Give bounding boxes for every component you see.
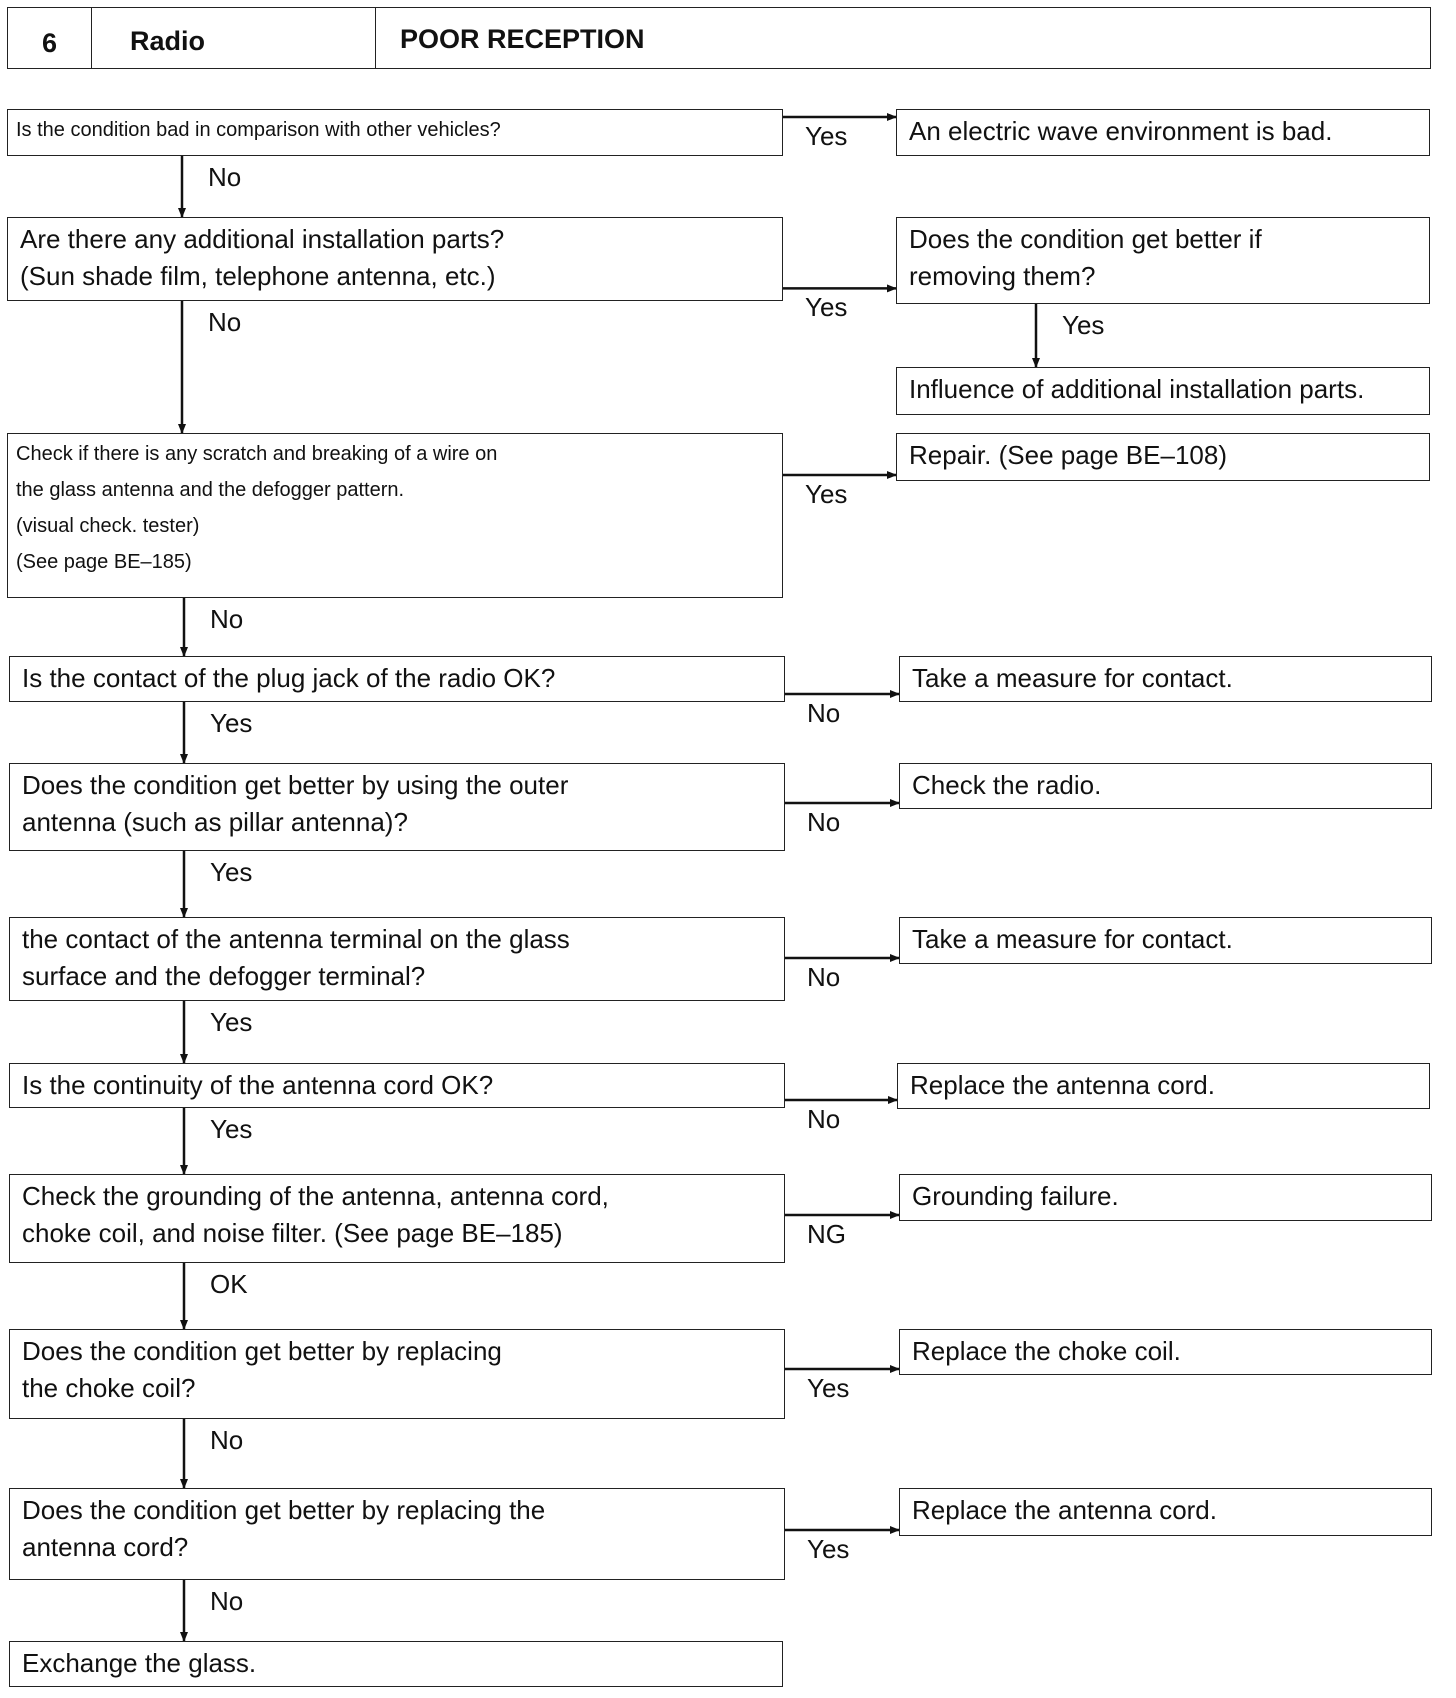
edge-label: No <box>807 807 841 837</box>
result-node <box>899 917 1432 964</box>
result-node <box>896 433 1430 481</box>
edge-label: Yes <box>807 1534 850 1564</box>
node-text-line: the contact of the antenna terminal on the glass <box>22 924 570 954</box>
node-text-line: Check the radio. <box>912 770 1102 800</box>
edge-label: Yes <box>805 121 848 151</box>
edge-label: Yes <box>210 1114 253 1144</box>
node-text-line: Is the condition bad in comparison with other vehicles? <box>16 119 501 141</box>
node-text-line: Replace the antenna cord. <box>910 1070 1215 1100</box>
section-number: 6 <box>8 8 92 68</box>
node-text-line: Does the condition get better if <box>909 224 1262 254</box>
edge-label: No <box>210 1586 244 1616</box>
step-node <box>896 217 1430 304</box>
edge-label: No <box>210 604 244 634</box>
step-node <box>9 1329 785 1419</box>
result-node <box>899 1329 1432 1375</box>
node-text-line: An electric wave environment is bad. <box>909 116 1333 146</box>
step-node <box>7 109 783 156</box>
node-text-line: the glass antenna and the defogger pattern. <box>16 479 405 501</box>
step-node <box>7 433 783 598</box>
step-node <box>9 1063 785 1108</box>
node-text-line: choke coil, and noise filter. (See page BE–185) <box>22 1218 563 1248</box>
node-text-line: Replace the antenna cord. <box>912 1495 1217 1525</box>
result-node <box>896 109 1430 156</box>
result-node <box>896 367 1430 415</box>
node-text-line: (visual check. tester) <box>16 515 200 537</box>
node-text-line: Are there any additional installation parts? <box>20 224 505 254</box>
edge-label: Yes <box>805 479 848 509</box>
edge-label: OK <box>210 1269 248 1299</box>
end-node <box>9 1641 783 1687</box>
node-text-line: surface and the defogger terminal? <box>22 961 426 991</box>
step-node <box>9 1174 785 1263</box>
node-text-line: the choke coil? <box>22 1373 196 1403</box>
node-text-line: Is the continuity of the antenna cord OK? <box>22 1070 494 1100</box>
node-text-line: Does the condition get better by using the outer <box>22 770 569 800</box>
edge-label: NG <box>807 1219 846 1249</box>
edge-label: Yes <box>210 1007 253 1037</box>
node-text-line: Is the contact of the plug jack of the radio OK? <box>22 663 556 693</box>
edge-label: No <box>208 307 242 337</box>
result-node <box>899 656 1432 702</box>
step-node <box>9 763 785 851</box>
node-text-line: Does the condition get better by replacing <box>22 1336 502 1366</box>
result-node <box>899 1488 1432 1536</box>
result-node <box>897 1063 1430 1109</box>
node-text-line: Grounding failure. <box>912 1181 1119 1211</box>
node-text-line: antenna cord? <box>22 1532 189 1562</box>
node-text-line: removing them? <box>909 261 1096 291</box>
node-text-line: Check the grounding of the antenna, antenna cord, <box>22 1181 609 1211</box>
edge-label: No <box>807 1104 841 1134</box>
step-node <box>9 917 785 1001</box>
node-text-line: Replace the choke coil. <box>912 1336 1181 1366</box>
node-text-line: Take a measure for contact. <box>912 924 1233 954</box>
node-text-line: antenna (such as pillar antenna)? <box>22 807 408 837</box>
edge-label: Yes <box>807 1373 850 1403</box>
page-title: POOR RECEPTION <box>400 23 645 54</box>
result-node <box>899 763 1432 809</box>
node-text-line: Check if there is any scratch and breaking of a wire on <box>16 443 498 465</box>
node-text-line: (See page BE–185) <box>16 551 192 573</box>
edge-label: No <box>208 162 242 192</box>
node-text-line: (Sun shade film, telephone antenna, etc.) <box>20 261 496 291</box>
section-name: Radio <box>92 8 376 68</box>
edge-label: Yes <box>805 292 848 323</box>
edge-label: Yes <box>210 857 253 887</box>
edge-label: No <box>210 1425 244 1455</box>
edge-label: No <box>807 962 841 992</box>
step-node <box>9 1488 785 1580</box>
step-node <box>9 656 785 702</box>
edge-label: No <box>807 698 841 728</box>
node-text-line: Exchange the glass. <box>22 1648 257 1678</box>
node-text-line: Influence of additional installation parts. <box>909 374 1365 404</box>
node-text-line: Take a measure for contact. <box>912 663 1233 693</box>
step-node <box>7 217 783 301</box>
node-text-line: Does the condition get better by replacing the <box>22 1495 546 1525</box>
edge-label: Yes <box>210 708 253 738</box>
edge-label: Yes <box>1062 310 1105 340</box>
result-node <box>899 1174 1432 1221</box>
node-text-line: Repair. (See page BE–108) <box>909 440 1227 470</box>
